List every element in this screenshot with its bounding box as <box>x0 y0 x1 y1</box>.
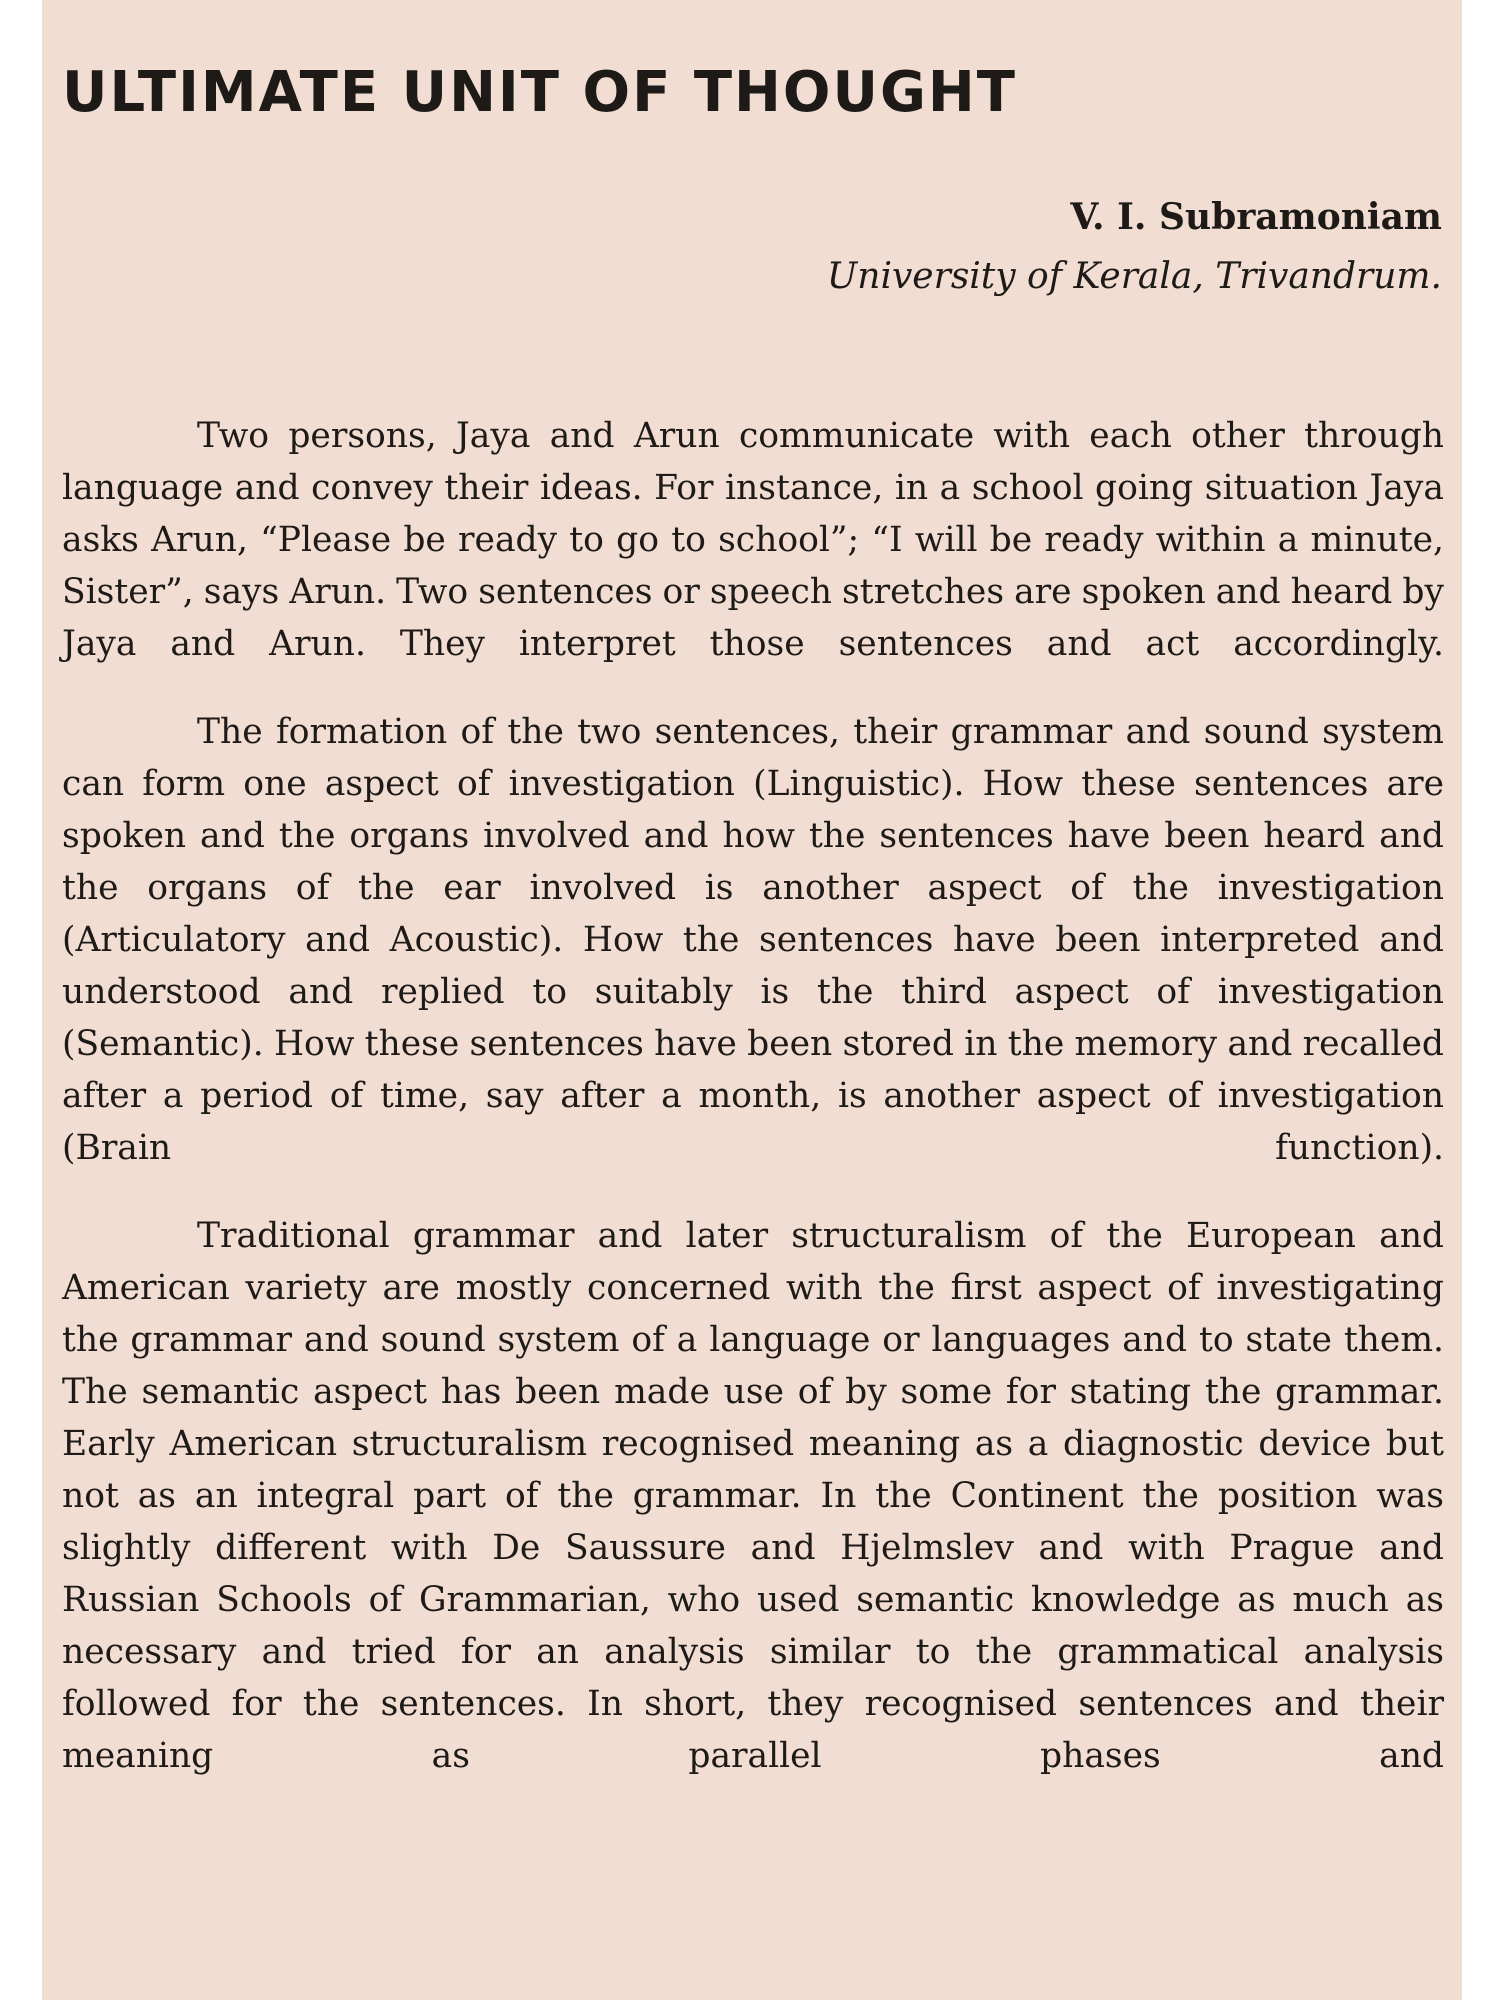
author-name: V. I. Subramoniam <box>1070 196 1442 238</box>
author-affiliation: University of Kerala, Trivandrum. <box>826 256 1442 297</box>
article-body <box>62 410 1444 1782</box>
article-title: ULTIMATE UNIT OF THOUGHT <box>62 60 1017 125</box>
paragraph-1: Two persons, Jaya and Arun communicate with each other through language and convey their ideas. For instance, in a school going situation Jaya asks Arun, “Please be ready to go to school”; “I will be ready within a minute, Sister”, says Arun. Two sentences or speech stretches are spoken and heard by Jaya and Arun. They interpret those sentences and act accordingly. <box>62 416 1444 664</box>
document-page <box>42 0 1462 2000</box>
paragraph-2: The formation of the two sentences, their grammar and sound system can form one aspect of investigation (Linguistic). How these sentences are spoken and the organs involved and how the sentences have been heard and the organs of the ear involved is another aspect of the investigation (Articulatory and Acoustic). How the sentences have been interpreted and understood and replied to suitably is the third aspect of investigation (Semantic). How these sentences have been stored in the memory and recalled after a period of time, say after a month, is another aspect of investigation (Brain function). <box>62 712 1444 1168</box>
paragraph-3: Traditional grammar and later structuralism of the European and American variety are mostly concerned with the first aspect of investigating the grammar and sound system of a language or languages and to state them. The semantic aspect has been made use of by some for stating the grammar. Early American structuralism recognised meaning as a diagnostic device but not as an integral part of the grammar. In the Continent the position was slightly different with De Saussure and Hjelmslev and with Prague and Russian Schools of Grammarian, who used semantic knowledge as much as necessary and tried for an analysis similar to the grammatical analysis followed for the sentences. In short, they recognised sentences and their meaning as parallel phases and <box>62 1216 1444 1776</box>
